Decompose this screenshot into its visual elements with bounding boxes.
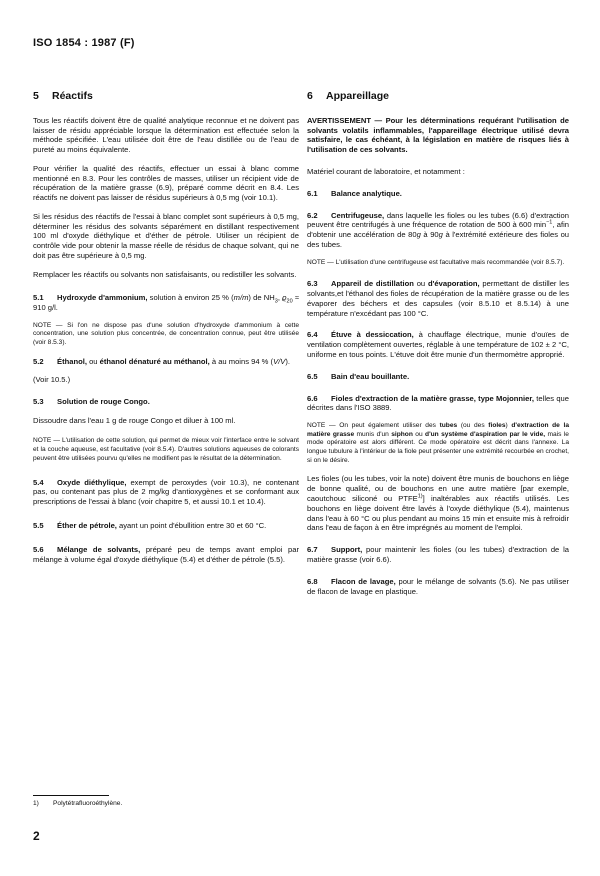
clause-6-3-ou: ou [413, 279, 428, 289]
clause-6-1-title: Balance analytique. [331, 188, 402, 198]
clause-6-3 [307, 279, 569, 318]
clause-6-4-title: Étuve à dessiccation, [331, 330, 414, 340]
clause-5-1-rho: ϱ [282, 293, 287, 303]
clause-6-2-g2: g [438, 230, 443, 240]
clause-5-1-mm: m/m [233, 293, 249, 303]
section-5-para-4: Remplacer les réactifs ou solvants non satisfaisants, ou redistiller les solvants. [33, 269, 297, 279]
clause-5-1-title: Hydroxyde d'ammonium, [57, 293, 148, 303]
clause-6-3-title-b: d'évaporation, [427, 279, 480, 289]
clause-6-6 [307, 394, 569, 414]
clause-5-2-title-a: Éthanol, [57, 356, 87, 366]
clause-6-6-text: telles que décrites dans l'ISO 3889. [307, 393, 569, 413]
clause-6-4-number: 6.4 [307, 330, 318, 340]
left-column [33, 92, 299, 573]
clause-5-1-note: NOTE — Si l'on ne dispose pas d'une solution d'hydroxyde d'ammonium à cette concentration, une solution plus concentrée, de concentration connue, peut être utilisée (voir 8.5.3). [33, 321, 299, 347]
clause-6-2-sup: −1 [546, 219, 553, 226]
clause-6-6-para-b: ] inaltérables aux réactifs utilisés. Les bouchons en liège doivent être lavés à l'oxyde diéthylique (5.4), maintenus dans l'eau à 60 °C ou plus pendant au moins 15 min et ensuite mis à refroidir dans l'eau de façon à en être imprégnés au moment de l'emploi. [307, 493, 569, 533]
clause-6-2 [307, 211, 569, 250]
clause-6-6-note-c: (ou des [457, 422, 489, 430]
clause-6-2-g1: g [416, 230, 421, 240]
clause-5-2-number: 5.2 [33, 356, 44, 366]
clause-6-6-number: 6.6 [307, 393, 318, 403]
section-6-intro: Matériel courant de laboratoire, et notamment : [307, 166, 465, 176]
clause-6-8-text: pour le mélange de solvants (5.6). Ne pas utiliser de flacon de lavage en plastique. [307, 576, 569, 596]
clause-5-1-rho-sub: 20 [286, 298, 293, 305]
clause-6-6-note-b5: d'un système d'aspiration par le vide, [425, 430, 546, 438]
clause-5-2-vv: V/V [273, 356, 286, 366]
section-6-warning: AVERTISSEMENT — Pour les déterminations requérant l'utilisation de solvants volatils inflammables, l'appareillage électrique utilisé devra satisfaire, le cas échéant, à la législation en matière de risques liés à l'utilisation de ces solvants. [307, 115, 569, 155]
clause-6-6-title: Fioles d'extraction de la matière grasse, type Mojonnier, [331, 393, 535, 403]
clause-6-3-title-a: Appareil de distillation [331, 279, 414, 289]
section-5-para-2: Pour vérifier la qualité des réactifs, effectuer un essai à blanc comme mentionné en 8.3. Pour les contrôles de masses, utiliser un récipient vide de récupération de la matière grasse (6.9), préparé comme décrit en 8.4. Les réactifs ne doivent pas laisser de résidus supérieurs à 0,5 mg (voir 10.1). [33, 163, 299, 203]
clause-6-1 [307, 189, 569, 199]
footnote-text: Polytétrafluoroéthylène. [53, 800, 123, 807]
clause-5-1-number: 5.1 [33, 293, 44, 303]
clause-5-1-nh3-sub: 3 [274, 298, 278, 305]
clause-5-2-text-a: à au moins 94 % ( [209, 356, 274, 366]
clause-5-1-text-d: ≈ 910 g/l. [33, 293, 299, 313]
clause-6-6-para-a: Les fioles (ou les tubes, voir la note) doivent être munis de bouchons en liège de bonne qualité, ou de bouchons en une autre matière [par exemple, caoutchouc siliconé ou PTFE [307, 474, 569, 503]
clause-5-6-number: 5.6 [33, 544, 44, 554]
clause-6-6-para-sup: 1) [417, 493, 423, 500]
clause-5-3 [33, 397, 299, 407]
footnote-divider [33, 795, 109, 796]
clause-6-8-title: Flacon de lavage, [331, 576, 396, 586]
clause-6-3-number: 6.3 [307, 279, 318, 289]
clause-6-2-note: NOTE — L'utilisation d'une centrifugeuse est facultative mais recommandée (voir 8.5.7). [307, 258, 565, 266]
clause-5-5-text: ayant un point d'ébullition entre 30 et 60 °C. [116, 520, 267, 530]
clause-6-6-note-b2: fioles [488, 422, 506, 430]
section-6-number: 6 [307, 90, 313, 102]
clause-5-3-text: Dissoudre dans l'eau 1 g de rouge Congo et diluer à 100 ml. [33, 415, 236, 425]
clause-5-4-number: 5.4 [33, 477, 44, 487]
document-header: ISO 1854 : 1987 (F) [33, 37, 135, 49]
clause-6-6-note-b3: d'extraction de la matière grasse [307, 422, 569, 438]
clause-5-2-ou: ou [86, 356, 100, 366]
clause-6-4 [307, 330, 569, 359]
clause-5-1 [33, 293, 299, 313]
clause-5-4 [33, 478, 299, 507]
clause-6-1-number: 6.1 [307, 188, 318, 198]
clause-6-2-text-a: dans laquelle les fioles ou les tubes (6.6) d'extraction peuvent être centrifugés à une fréquence de rotation de 500 à 600 min [307, 210, 569, 230]
clause-5-4-text: exempt de peroxydes (voir 10.3), ne contenant pas, ou contenant pas plus de 2 mg/kg d'antioxygènes et se conformant aux prescriptions de l'essai à blanc (voir chapitre 5, et aussi 10.1 et 10.4). [33, 477, 299, 507]
clause-5-5-number: 5.5 [33, 520, 44, 530]
clause-6-6-note [307, 422, 569, 466]
clause-6-8 [307, 577, 569, 597]
clause-6-6-para [307, 474, 569, 533]
clause-6-2-text-d: à l'extrémité extérieure des fioles ou des tubes. [307, 230, 570, 249]
section-5-title: Réactifs [52, 90, 93, 102]
clause-6-2-number: 6.2 [307, 210, 318, 220]
clause-6-2-text-b: , afin d'obtenir une accélération de 80 [307, 220, 569, 240]
clause-6-7-text: pour maintenir les fioles (ou les tubes) d'extraction de la matière grasse (voir 6.6). [307, 545, 569, 564]
clause-6-6-note-f: ou [412, 430, 426, 438]
page-number: 2 [33, 829, 40, 843]
clause-6-7 [307, 545, 569, 565]
clause-6-6-note-e: munis d'un [354, 430, 392, 438]
clause-5-2-title-b: éthanol dénaturé au méthanol, [99, 356, 210, 366]
clause-6-8-number: 6.8 [307, 576, 318, 586]
footnote-mark: 1) [33, 800, 39, 807]
clause-5-1-text: solution à environ 25 % ( [147, 293, 234, 303]
clause-6-6-note-a: NOTE — On peut également utiliser des [307, 422, 440, 430]
clause-5-2-text-b: ). [285, 356, 290, 366]
clause-6-7-number: 6.7 [307, 545, 318, 555]
clause-6-7-title: Support, [331, 545, 363, 555]
clause-6-5 [307, 372, 569, 382]
clause-5-6 [33, 545, 299, 565]
clause-6-6-note-b1: tubes [439, 422, 458, 430]
clause-6-2-text-c: à 90 [420, 230, 439, 240]
footnote [33, 800, 122, 807]
clause-6-2-title: Centrifugeuse, [331, 210, 385, 220]
clause-6-6-note-b4: siphon [391, 430, 413, 438]
clause-5-3-number: 5.3 [33, 397, 44, 407]
clause-5-5-title: Éther de pétrole, [57, 520, 117, 530]
clause-5-3-note: NOTE — L'utilisation de cette solution, qui permet de mieux voir l'interface entre le solvant et la couche aqueuse, est facultative (voir 8.5.4). D'autres solutions aqueuses de colorants peuvent être utilisées pourvu qu'elles ne modifient pas le résultat de la détermination. [33, 437, 299, 462]
clause-6-6-note-d: ) [505, 422, 512, 430]
clause-5-3-title: Solution de rouge Congo. [57, 397, 150, 407]
section-6-title: Appareillage [326, 90, 390, 102]
clause-5-6-title: Mélange de solvants, [57, 544, 141, 554]
clause-5-2 [33, 357, 299, 367]
clause-6-3-text: permettant de distiller les solvants,et l'éthanol des fioles de récupération de la matière grasse ou de les évaporer des béchers et des capsules (voir 8.5.10 et 8.5.14) à une température n'excédant pas 100 °C. [307, 279, 569, 318]
clause-6-6-note-g: mais le mode opératoire est alors différent. Ce mode opératoire est décrit dans l'annexe. La longue tubulure à l'intérieur de la fiole peut présenter une extrémité recourbée en crochet, si on le désire. [307, 430, 569, 464]
clause-5-1-text-b: ) de NH [248, 293, 275, 303]
section-6-heading [307, 92, 569, 102]
clause-6-5-number: 6.5 [307, 371, 318, 381]
clause-5-5 [33, 521, 299, 531]
clause-6-4-text: à chauffage électrique, munie d'ouïes de ventilation complètement ouvertes, réglable à une température de 102 ± 2 °C, uniforme en tous points. L'étuve doit être munie d'un thermomètre approprié. [307, 330, 569, 360]
right-column [307, 92, 569, 605]
section-5-para-3: Si les résidus des réactifs de l'essai à blanc complet sont supérieurs à 0,5 mg, déterminer les résidus des solvants séparément en distillant respectivement 100 ml d'oxyde diéthylique et d'éther de pétrole. Utiliser un récipient de contrôle vide pour obtenir la masse réelle de résidus de chaque solvant, qui ne doit pas être supérieure à 0,5 mg. [33, 211, 299, 260]
clause-5-6-text: préparé peu de temps avant emploi par mélange à volume égal d'oxyde diéthylique (5.4) et d'éther de pétrole (5.5). [33, 544, 299, 564]
section-5-number: 5 [33, 90, 39, 102]
section-5-para-1: Tous les réactifs doivent être de qualité analytique reconnue et ne doivent pas laisser de résidu appréciable lorsque la détermination est effectuée selon la méthode spécifiée. L'eau utilisée doit être de l'eau distillée ou de l'eau de pureté au moins équivalente. [33, 115, 299, 155]
clause-5-1-text-c: , [277, 293, 283, 303]
clause-5-2-ref: (Voir 10.5.) [33, 375, 71, 385]
clause-6-5-title: Bain d'eau bouillante. [331, 371, 410, 381]
clause-5-4-title: Oxyde diéthylique, [57, 477, 127, 487]
section-5-heading [33, 92, 299, 102]
